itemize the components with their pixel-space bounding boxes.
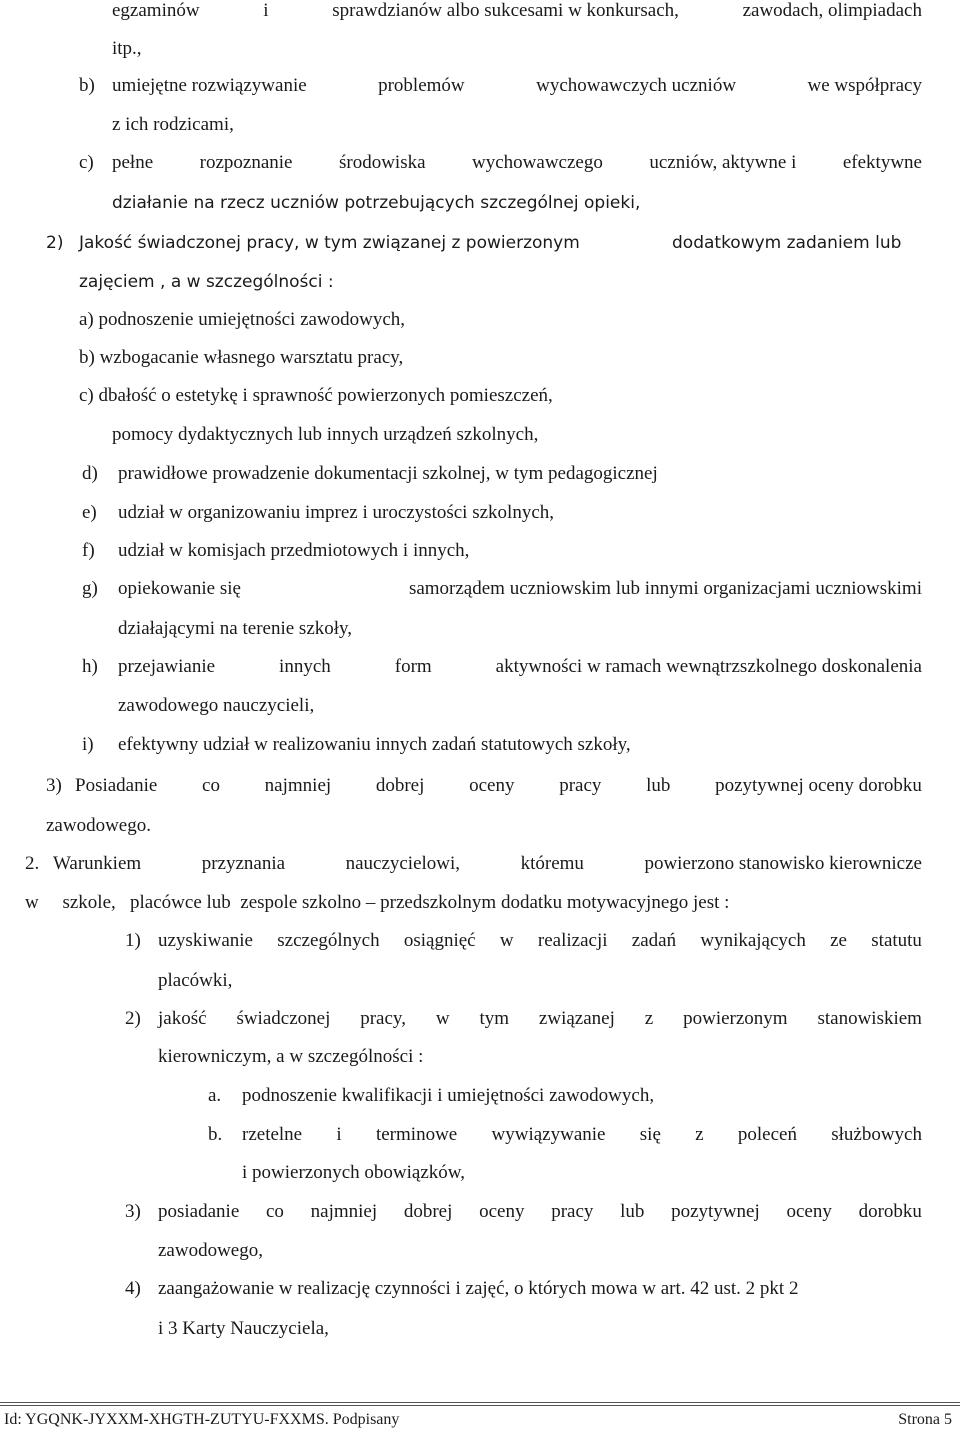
word: opiekowanie się — [118, 578, 241, 599]
text-line: b) wzbogacanie własnego warsztatu pracy, — [79, 347, 404, 368]
text-line — [118, 578, 922, 600]
text-line: efektywny udział w realizowaniu innych zadań statutowych szkoły, — [118, 734, 631, 755]
word: związanej — [538, 1008, 615, 1029]
text-line — [118, 656, 922, 678]
list-label: 3) — [125, 1201, 141, 1222]
word: dobrej — [403, 1201, 453, 1222]
word: zawodach, olimpiadach — [742, 0, 922, 21]
list-label: b) — [79, 75, 95, 96]
word: realizacji — [537, 930, 608, 951]
text-line — [112, 152, 922, 174]
word: i — [263, 0, 269, 21]
list-label: d) — [82, 463, 98, 484]
word: przejawianie — [118, 656, 216, 677]
word: służbowych — [831, 1124, 922, 1145]
word: samorządem uczniowskim lub innymi organizacjami uczniowskimi — [408, 578, 922, 599]
word: szczególnych — [277, 930, 380, 951]
text-line — [242, 1124, 922, 1146]
word: innych — [279, 656, 331, 677]
text-line: udział w organizowaniu imprez i uroczystości szkolnych, — [118, 502, 554, 523]
word: osiągnięć — [403, 930, 476, 951]
list-label: a. — [208, 1085, 222, 1106]
word: wynikających — [700, 930, 806, 951]
word: Posiadanie — [75, 775, 158, 796]
list-label: f) — [82, 540, 95, 561]
word: oceny — [786, 1201, 832, 1222]
list-label: 2) — [125, 1008, 141, 1029]
text-line: placówki, — [158, 970, 233, 991]
text-line: zawodowego nauczycieli, — [118, 695, 315, 716]
list-label: 2) — [46, 233, 64, 253]
text-line — [158, 1201, 922, 1223]
word: przyznania — [201, 853, 286, 874]
word: wychowawczych uczniów — [536, 75, 737, 96]
text-line: zajęciem , a w szczególności : — [79, 272, 334, 292]
word: któremu — [520, 853, 584, 874]
text-line — [25, 892, 729, 914]
word: środowiska — [338, 152, 426, 173]
list-label: 3) — [46, 775, 62, 796]
word: form — [394, 656, 432, 677]
word: powierzono stanowisko kierownicze — [644, 853, 922, 874]
word: problemów — [378, 75, 465, 96]
word: sprawdzianów albo sukcesami w konkursach, — [332, 0, 679, 21]
footer-divider — [0, 1402, 960, 1403]
text-line: c) dbałość o estetykę i sprawność powierzonych pomieszczeń, — [79, 385, 553, 406]
word: świadczonej — [236, 1008, 331, 1029]
word: szkole, — [62, 892, 116, 913]
word: placówce lub — [130, 892, 231, 913]
text-line: i 3 Karty Nauczyciela, — [158, 1318, 329, 1339]
text-line: z ich rodzicami, — [112, 114, 234, 135]
text-line: zaangażowanie w realizację czynności i zajęć, o których mowa w art. 42 ust. 2 pkt 2 — [158, 1278, 799, 1299]
word: dobrej — [375, 775, 425, 796]
word: rzetelne — [242, 1124, 303, 1145]
word: z — [695, 1124, 704, 1145]
text-line: zawodowego. — [46, 815, 151, 836]
word: wychowawczego — [472, 152, 603, 173]
text-line: Jakość świadczonej pracy, w tym związanej z powierzonym — [79, 233, 580, 253]
word: nauczycielowi, — [345, 853, 461, 874]
word: pozytywnej oceny dorobku — [715, 775, 922, 796]
text-line: i powierzonych obowiązków, — [242, 1162, 466, 1183]
word: posiadanie — [158, 1201, 240, 1222]
word: pracy — [559, 775, 602, 796]
text-line — [112, 75, 922, 97]
word: ze — [830, 930, 847, 951]
list-label: b. — [208, 1124, 223, 1145]
word: jakość — [158, 1008, 207, 1029]
word: zespole szkolno – przedszkolnym dodatku motywacyjnego jest : — [240, 892, 730, 913]
word: pracy — [551, 1201, 594, 1222]
word: wywiązywanie — [491, 1124, 606, 1145]
text-line: itp., — [112, 38, 142, 59]
word: pełne — [112, 152, 154, 173]
list-label: 4) — [125, 1278, 141, 1299]
text-line: zawodowego, — [158, 1240, 263, 1261]
word: rozpoznanie — [199, 152, 293, 173]
word: najmniej — [310, 1201, 378, 1222]
word: w — [435, 1008, 450, 1029]
word: uczniów, aktywne i — [649, 152, 797, 173]
list-label: i) — [82, 734, 94, 755]
list-label: c) — [79, 152, 94, 173]
word: zadań — [631, 930, 677, 951]
text-line: a) podnoszenie umiejętności zawodowych, — [79, 309, 406, 330]
word: co — [265, 1201, 284, 1222]
section-label: 2. — [25, 853, 40, 874]
word: pozytywnej — [671, 1201, 760, 1222]
text-line — [53, 853, 922, 875]
word: efektywne — [842, 152, 922, 173]
word: najmniej — [264, 775, 332, 796]
text-line — [75, 775, 922, 797]
word: lub — [646, 775, 671, 796]
word: z — [644, 1008, 654, 1029]
word: terminowe — [375, 1124, 458, 1145]
word: egzaminów — [112, 0, 200, 21]
word: co — [202, 775, 220, 796]
word: powierzonym — [683, 1008, 788, 1029]
text-line: działanie na rzecz uczniów potrzebujących szczególnej opieki, — [112, 193, 641, 213]
word: pracy, — [360, 1008, 406, 1029]
text-line: pomocy dydaktycznych lub innych urządzeń szkolnych, — [112, 424, 539, 445]
list-label: h) — [82, 656, 98, 677]
text-line: podnoszenie kwalifikacji i umiejętności zawodowych, — [242, 1085, 655, 1106]
word: się — [639, 1124, 661, 1145]
word: uzyskiwanie — [158, 930, 253, 951]
document-id: Id: YGQNK-JYXXM-XHGTH-ZUTYU-FXXMS. Podpisany — [4, 1411, 400, 1428]
list-label: e) — [82, 502, 97, 523]
word: dorobku — [858, 1201, 922, 1222]
word: we współpracy — [807, 75, 922, 96]
text-line — [158, 930, 922, 952]
word: w — [25, 892, 39, 913]
word: statutu — [871, 930, 922, 951]
text-line: działającymi na terenie szkoły, — [118, 618, 353, 639]
word: Warunkiem — [53, 853, 142, 874]
word: oceny — [479, 1201, 525, 1222]
page-number: Strona 5 — [898, 1411, 952, 1428]
list-label: g) — [82, 578, 98, 599]
word: oceny — [469, 775, 515, 796]
text-line: kierowniczym, a w szczególności : — [158, 1046, 424, 1067]
text-line — [112, 0, 922, 22]
word: i — [336, 1124, 342, 1145]
text-line: udział w komisjach przedmiotowych i innych, — [118, 540, 470, 561]
word: lub — [620, 1201, 645, 1222]
text-line — [158, 1008, 922, 1030]
word: umiejętne rozwiązywanie — [112, 75, 307, 96]
list-label: 1) — [125, 930, 141, 951]
text-line: prawidłowe prowadzenie dokumentacji szkolnej, w tym pedagogicznej — [118, 463, 658, 484]
word: poleceń — [737, 1124, 797, 1145]
text-line: dodatkowym zadaniem lub — [672, 233, 902, 253]
word: tym — [479, 1008, 510, 1029]
word: stanowiskiem — [817, 1008, 922, 1029]
word: w — [499, 930, 514, 951]
word: aktywności w ramach wewnątrzszkolnego doskonalenia — [495, 656, 922, 677]
footer-divider — [0, 1405, 960, 1406]
